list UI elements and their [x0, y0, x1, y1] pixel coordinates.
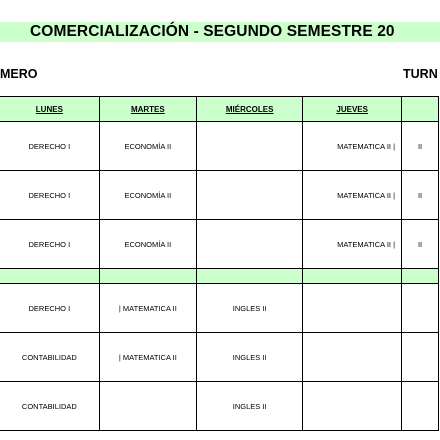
cell-martes — [99, 284, 196, 333]
cell-martes-sep: | — [118, 352, 121, 362]
cell-miercoles: INGLES II — [196, 284, 302, 333]
cell-lunes: DERECHO I — [0, 171, 99, 220]
table-row — [0, 171, 439, 220]
cell-martes-text: MATEMATICA II — [122, 303, 177, 313]
shift-label: TURN — [403, 67, 438, 81]
cell-martes — [99, 333, 196, 382]
cell-martes: ECONOMÍA II — [99, 122, 196, 171]
cell-jueves-text: MATEMATICA II — [337, 239, 391, 249]
table-row — [0, 333, 439, 382]
cell-jueves-sep: | — [393, 141, 396, 151]
cell-miercoles — [196, 171, 302, 220]
cell-viernes: II — [402, 220, 439, 269]
cell-jueves-sep: | — [393, 239, 396, 249]
cell-viernes — [402, 333, 439, 382]
page-title: COMERCIALIZACIÓN - SEGUNDO SEMESTRE 20 — [30, 23, 395, 40]
header-martes: MARTES — [99, 97, 196, 122]
cell-lunes: DERECHO I — [0, 122, 99, 171]
cell-lunes: CONTABILIDAD — [0, 382, 99, 431]
table-row — [0, 122, 439, 171]
cell-jueves-sep: | — [393, 190, 396, 200]
cell-viernes: II — [402, 122, 439, 171]
cell-martes — [99, 382, 196, 431]
cell-jueves — [303, 171, 402, 220]
cell-martes: ECONOMÍA II — [99, 220, 196, 269]
cell-jueves — [303, 220, 402, 269]
schedule-table — [0, 96, 439, 431]
table-row — [0, 284, 439, 333]
cell-jueves-text: MATEMATICA II — [337, 141, 391, 151]
header-row — [0, 97, 439, 122]
cell-lunes: DERECHO I — [0, 284, 99, 333]
cell-martes-text: MATEMATICA II — [122, 352, 177, 362]
break-row — [0, 269, 439, 284]
cell-lunes: CONTABILIDAD — [0, 333, 99, 382]
cell-jueves-text: MATEMATICA II — [337, 190, 391, 200]
group-number-label: MERO — [0, 67, 38, 81]
cell-miercoles: INGLES II — [196, 333, 302, 382]
cell-viernes: II — [402, 171, 439, 220]
cell-lunes: DERECHO I — [0, 220, 99, 269]
header-miercoles: MIÉRCOLES — [196, 97, 302, 122]
cell-miercoles — [196, 122, 302, 171]
table-row — [0, 382, 439, 431]
cell-jueves — [303, 122, 402, 171]
cell-jueves — [303, 382, 402, 431]
cell-viernes — [402, 382, 439, 431]
header-lunes: LUNES — [0, 97, 99, 122]
table-row — [0, 220, 439, 269]
cell-jueves — [303, 333, 402, 382]
cell-miercoles — [196, 220, 302, 269]
header-viernes — [402, 97, 439, 122]
header-jueves: JUEVES — [303, 97, 402, 122]
cell-martes: ECONOMÍA II — [99, 171, 196, 220]
cell-jueves — [303, 284, 402, 333]
cell-viernes — [402, 284, 439, 333]
cell-miercoles: INGLES II — [196, 382, 302, 431]
cell-martes-sep: | — [118, 303, 121, 313]
